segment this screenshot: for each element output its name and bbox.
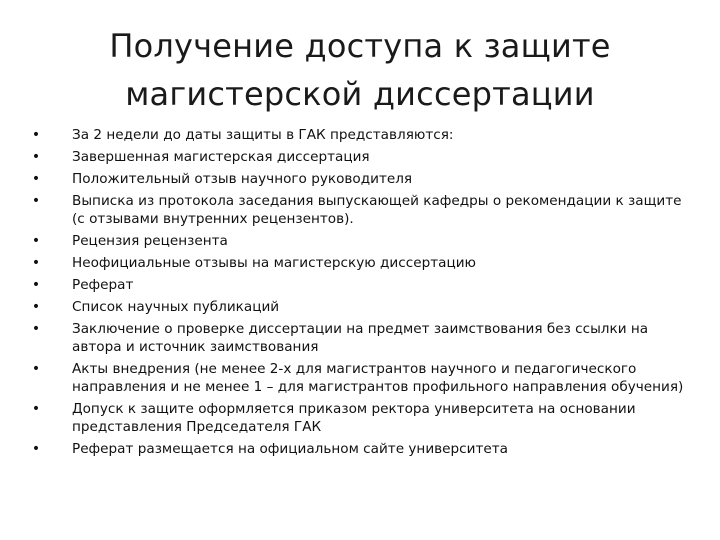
bullet-list <box>30 126 690 462</box>
bullet-icon: • <box>31 127 41 143</box>
bullet-icon: • <box>31 193 41 209</box>
list-item <box>30 320 690 356</box>
list-item <box>30 170 690 188</box>
list-item-text: Завершенная магистерская диссертация <box>72 149 370 165</box>
bullet-icon: • <box>31 233 41 249</box>
list-item <box>30 232 690 250</box>
bullet-icon: • <box>31 255 41 271</box>
list-item-text: Реферат <box>72 277 134 293</box>
list-item-text: Допуск к защите оформляется приказом ректора университета на основании представления Председателя ГАК <box>72 401 636 435</box>
list-item-text: Неофициальные отзывы на магистерскую диссертацию <box>72 255 476 271</box>
bullet-icon: • <box>31 321 41 337</box>
bullet-icon: • <box>31 361 41 377</box>
list-item-text: Рецензия рецензента <box>72 233 228 249</box>
bullet-icon: • <box>31 299 41 315</box>
list-item <box>30 254 690 272</box>
list-item-text: Реферат размещается на официальном сайте университета <box>72 441 509 457</box>
list-item-text: Положительный отзыв научного руководителя <box>72 171 413 187</box>
list-item-text: За 2 недели до даты защиты в ГАК представляются: <box>72 127 454 143</box>
bullet-icon: • <box>31 149 41 165</box>
list-item <box>30 148 690 166</box>
list-item <box>30 400 690 436</box>
bullet-icon: • <box>31 401 41 417</box>
list-item-text: Список научных публикаций <box>72 299 280 315</box>
list-item-text: Акты внедрения (не менее 2-х для магистрантов научного и педагогического направления и не менее 1 – для магистрантов профильного направления обучения) <box>72 361 684 395</box>
list-item <box>30 298 690 316</box>
title-line-2: магистерской диссертации <box>125 75 595 113</box>
slide-title <box>60 22 660 118</box>
list-item <box>30 192 690 228</box>
list-item-text: Заключение о проверке диссертации на предмет заимствования без ссылки на автора и источник заимствования <box>72 321 649 355</box>
list-item <box>30 440 690 458</box>
list-item <box>30 276 690 294</box>
list-item <box>30 126 690 144</box>
list-item-text: Выписка из протокола заседания выпускающей кафедры о рекомендации к защите (с отзывами внутренних рецензентов). <box>72 193 682 227</box>
list-item <box>30 360 690 396</box>
bullet-icon: • <box>31 171 41 187</box>
bullet-icon: • <box>31 441 41 457</box>
bullet-icon: • <box>31 277 41 293</box>
title-line-1: Получение доступа к защите <box>109 27 611 65</box>
